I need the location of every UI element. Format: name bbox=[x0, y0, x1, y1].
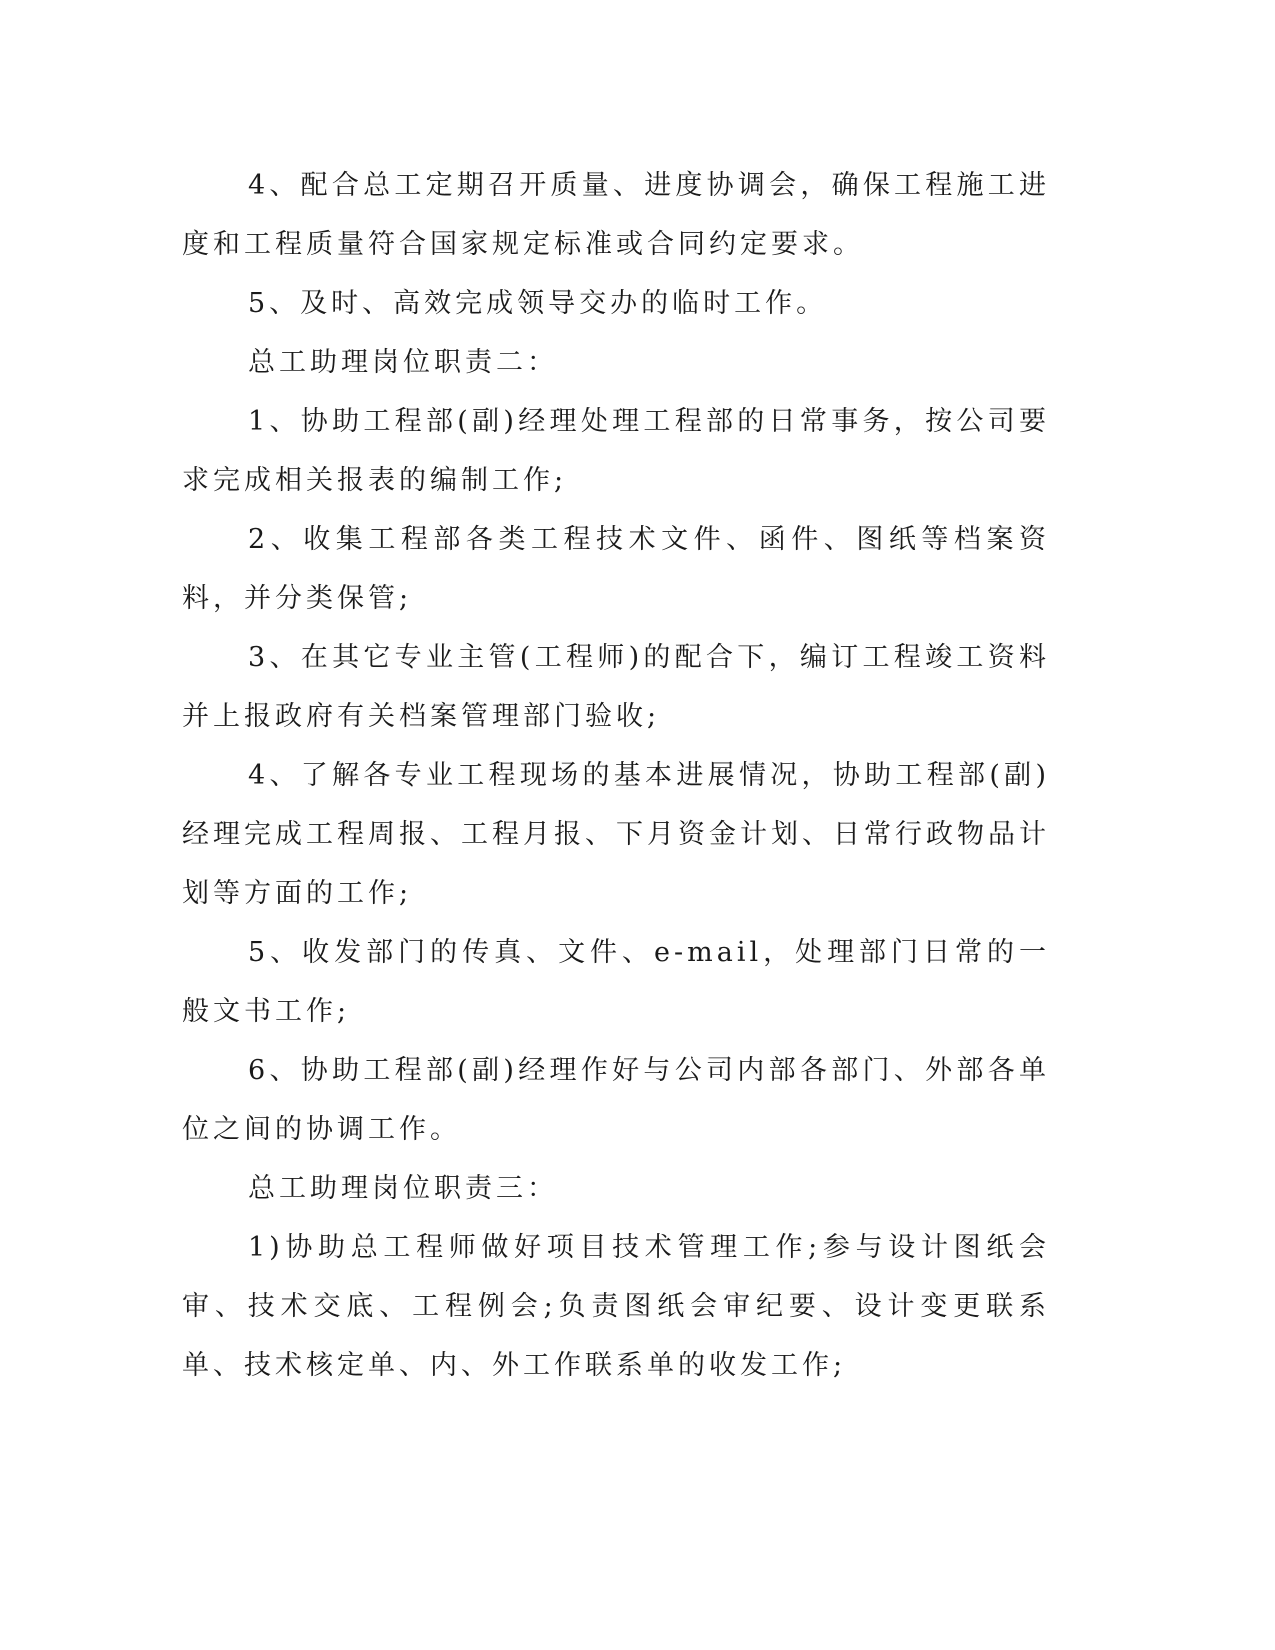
paragraph-item-5: 5、收发部门的传真、文件、e-mail，处理部门日常的一般文书工作; bbox=[182, 937, 1050, 1027]
paragraph-item-6: 6、协助工程部(副)经理作好与公司内部各部门、外部各单位之间的协调工作。 bbox=[182, 1055, 1050, 1145]
paragraph-item-1: 1、协助工程部(副)经理处理工程部的日常事务，按公司要求完成相关报表的编制工作; bbox=[182, 406, 1050, 496]
section-heading-three: 总工助理岗位职责三： bbox=[248, 1173, 558, 1204]
paragraph-item-3: 3、在其它专业主管(工程师)的配合下，编订工程竣工资料并上报政府有关档案管理部门验收; bbox=[182, 642, 1050, 732]
paragraph-item-4: 4、了解各专业工程现场的基本进展情况，协助工程部(副)经理完成工程周报、工程月报、下月资金计划、日常行政物品计划等方面的工作; bbox=[182, 760, 1050, 909]
paragraph-item-2: 2、收集工程部各类工程技术文件、函件、图纸等档案资料，并分类保管; bbox=[182, 524, 1050, 614]
paragraph-duty-5: 5、及时、高效完成领导交办的临时工作。 bbox=[248, 288, 828, 319]
paragraph-duty-4: 4、配合总工定期召开质量、进度协调会，确保工程施工进度和工程质量符合国家规定标准或合同约定要求。 bbox=[182, 170, 1050, 260]
section-heading-two: 总工助理岗位职责二： bbox=[248, 347, 558, 378]
document-body bbox=[182, 156, 1050, 1395]
paragraph-item-1-paren: 1)协助总工程师做好项目技术管理工作;参与设计图纸会审、技术交底、工程例会;负责图纸会审纪要、设计变更联系单、技术核定单、内、外工作联系单的收发工作; bbox=[182, 1232, 1050, 1381]
